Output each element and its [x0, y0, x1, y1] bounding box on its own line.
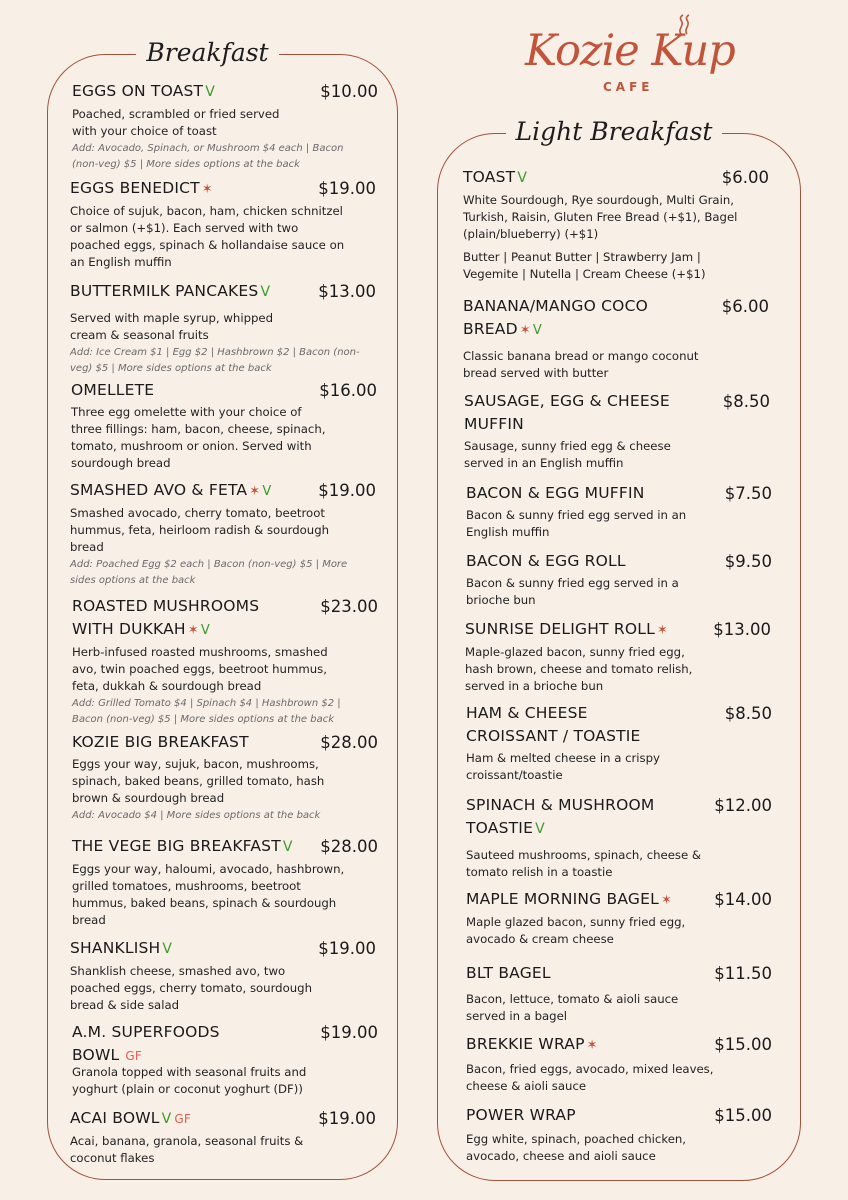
- menu-item: [70, 1107, 376, 1167]
- chef-special-icon: ✶: [201, 182, 213, 197]
- menu-item: [463, 166, 769, 283]
- item-name: SHANKLISH: [70, 939, 161, 957]
- menu-item: [465, 618, 771, 695]
- chef-special-veg-icon: ✶ V: [249, 484, 272, 499]
- chef-special-icon: ✶: [660, 893, 673, 908]
- vegetarian-icon: V: [535, 821, 545, 837]
- item-name: BACON & EGG MUFFIN: [466, 484, 645, 502]
- item-name: OMELLETE: [71, 381, 155, 399]
- item-name: SAUSAGE, EGG & CHEESE MUFFIN: [464, 392, 670, 433]
- item-addons: Add: Avocado, Spinach, or Mushroom $4 each | Bacon (non-veg) $5 | More sides options at the back: [72, 143, 344, 170]
- item-description: Maple-glazed bacon, sunny fried egg, hash brown, cheese and tomato relish, served in a brioche bun: [465, 645, 693, 693]
- item-name: BANANA/MANGO COCO BREAD: [463, 297, 649, 338]
- item-name: HAM & CHEESE CROISSANT / TOASTIE: [466, 704, 641, 745]
- item-price: $7.50: [724, 484, 772, 503]
- item-price: $19.00: [318, 1109, 376, 1128]
- item-name: TOAST: [463, 168, 516, 186]
- item-name: ACAI BOWL: [70, 1109, 160, 1127]
- item-price: $10.00: [320, 82, 378, 101]
- menu-item: [464, 390, 770, 472]
- item-description: Smashed avocado, cherry tomato, beetroot hummus, feta, heirloom radish & sourdough bread: [70, 506, 330, 554]
- chef-special-icon: ✶: [586, 1038, 598, 1053]
- menu-item: [70, 937, 376, 1014]
- menu-item: [463, 295, 769, 382]
- chef-special-icon: ✶: [656, 623, 669, 638]
- menu-item: [466, 1104, 772, 1165]
- item-description: Ham & melted cheese in a crispy croissant/toastie: [466, 751, 660, 782]
- item-price: $19.00: [318, 481, 376, 500]
- item-name: A.M. SUPERFOODS BOWL: [72, 1023, 220, 1064]
- item-addons: Add: Poached Egg $2 each | Bacon (non-veg) $5 | More sides options at the back: [70, 559, 348, 586]
- item-description: Eggs your way, haloumi, avocado, hashbrown, grilled tomatoes, mushrooms, beetroot hummus, baked beans, spinach & sourdough bread: [72, 862, 345, 927]
- light-breakfast-panel: [437, 117, 801, 1181]
- item-name: EGGS ON TOAST: [72, 82, 204, 100]
- menu-item: [71, 379, 377, 472]
- item-price: $14.00: [714, 890, 772, 909]
- chef-special-veg-icon: ✶ V: [519, 323, 542, 338]
- item-description: Bacon, fried eggs, avocado, mixed leaves, cheese & aioli sauce: [466, 1062, 714, 1093]
- item-name: BACON & EGG ROLL: [466, 552, 626, 570]
- item-description: Sauteed mushrooms, spinach, cheese & tomato relish in a toastie: [466, 848, 702, 879]
- item-price: $13.00: [713, 620, 771, 639]
- item-name: SPINACH & MUSHROOM TOASTIE: [466, 796, 655, 837]
- item-price: $6.00: [721, 297, 769, 316]
- light-breakfast-heading: Light Breakfast: [506, 112, 723, 152]
- item-price: $28.00: [320, 733, 378, 752]
- menu-item: [70, 280, 376, 377]
- menu-item: [72, 595, 378, 728]
- item-price: $28.00: [320, 837, 378, 856]
- item-description: Bacon & sunny fried egg served in a brioche bun: [466, 576, 679, 607]
- item-name: ROASTED MUSHROOMS WITH DUKKAH: [72, 597, 260, 638]
- item-price: $23.00: [320, 597, 378, 616]
- item-addons: Add: Avocado $4 | More sides options at the back: [72, 810, 321, 821]
- menu-item: [70, 177, 376, 271]
- item-description: White Sourdough, Rye sourdough, Multi Grain, Turkish, Raisin, Gluten Free Bread (+$1), Bagel (plain/blueberry) (+$1): [463, 193, 738, 241]
- vegetarian-icon: V: [205, 84, 215, 100]
- vegetarian-icon: V: [162, 941, 173, 957]
- item-price: $16.00: [319, 381, 377, 400]
- vegetarian-icon: V: [517, 170, 528, 186]
- item-price: $6.00: [721, 168, 769, 187]
- item-description: Choice of sujuk, bacon, ham, chicken schnitzel or salmon (+$1). Each served with two poached eggs, spinach & hollandaise sauce on an English muffin: [70, 204, 345, 269]
- item-price: $12.00: [714, 796, 772, 815]
- item-price: $19.00: [318, 179, 376, 198]
- item-description: Granola topped with seasonal fruits and yoghurt (plain or coconut yoghurt (DF)): [72, 1065, 307, 1096]
- breakfast-heading: Breakfast: [136, 33, 278, 73]
- item-description: Served with maple syrup, whipped cream & seasonal fruits: [70, 311, 274, 342]
- vegetarian-icon: V: [260, 284, 271, 300]
- item-description: Eggs your way, sujuk, bacon, mushrooms, spinach, baked beans, grilled tomato, hash brown & sourdough bread: [72, 757, 325, 805]
- menu-item: [466, 702, 772, 784]
- item-description: Maple glazed bacon, sunny fried egg, avocado & cream cheese: [466, 915, 686, 946]
- item-name: MAPLE MORNING BAGEL: [466, 890, 659, 908]
- item-name: KOZIE BIG BREAKFAST: [72, 733, 249, 751]
- menu-item: [72, 1021, 378, 1098]
- menu-item: [72, 835, 378, 929]
- item-price: $8.50: [724, 704, 772, 723]
- item-description: Sausage, sunny fried egg & cheese served in an English muffin: [464, 439, 671, 470]
- item-price: $15.00: [714, 1106, 772, 1125]
- item-price: $19.00: [320, 1023, 378, 1042]
- breakfast-panel: [47, 38, 398, 1180]
- menu-item: [72, 80, 378, 173]
- menu-item: [72, 731, 378, 824]
- menu-item: [70, 479, 376, 589]
- item-name: POWER WRAP: [466, 1106, 576, 1124]
- gluten-free-icon: GF: [125, 1049, 142, 1063]
- item-description: Egg white, spinach, poached chicken, avocado, cheese and aioli sauce: [466, 1132, 687, 1163]
- item-price: $8.50: [722, 392, 770, 411]
- item-addons: Add: Ice Cream $1 | Egg $2 | Hashbrown $2 | Bacon (non-veg) $5 | More sides options at the back: [70, 347, 360, 374]
- item-name: BREKKIE WRAP: [466, 1035, 585, 1053]
- item-price: $19.00: [318, 939, 376, 958]
- item-name: EGGS BENEDICT: [70, 179, 200, 197]
- item-description: Three egg omelette with your choice of three fillings: ham, bacon, cheese, spinach, tomato, mushroom or onion. Served with sourdough bread: [71, 405, 326, 470]
- item-name: BLT BAGEL: [466, 964, 551, 982]
- logo-subtitle: CAFE: [603, 80, 654, 94]
- menu-item: [466, 550, 772, 609]
- item-description: Bacon, lettuce, tomato & aioli sauce served in a bagel: [466, 992, 679, 1023]
- item-price: $15.00: [714, 1035, 772, 1054]
- item-price: $13.00: [318, 282, 376, 301]
- gluten-free-icon: GF: [174, 1112, 191, 1126]
- item-name: BUTTERMILK PANCAKES: [70, 282, 259, 300]
- menu-item: [466, 888, 772, 948]
- item-name: SMASHED AVO & FETA: [70, 481, 248, 499]
- item-description: Herb-infused roasted mushrooms, smashed avo, twin poached eggs, beetroot hummus, feta, dukkah & sourdough bread: [72, 645, 328, 693]
- item-description: Acai, banana, granola, seasonal fruits & coconut flakes: [70, 1134, 304, 1165]
- chef-special-veg-icon: ✶ V: [187, 623, 210, 638]
- item-addons: Add: Grilled Tomato $4 | Spinach $4 | Hashbrown $2 | Bacon (non-veg) $5 | More sides options at the back: [72, 698, 341, 725]
- item-name: THE VEGE BIG BREAKFAST: [72, 837, 281, 855]
- item-description: Poached, scrambled or fried served with your choice of toast: [72, 107, 280, 138]
- menu-item: [466, 1033, 772, 1095]
- vegetarian-icon: V: [282, 839, 293, 855]
- logo-name: Kozie Kup: [525, 26, 735, 76]
- menu-item: [466, 962, 772, 1025]
- item-price: $9.50: [724, 552, 772, 571]
- vegetarian-icon: V: [161, 1111, 172, 1127]
- item-description: Shanklish cheese, smashed avo, two poached eggs, cherry tomato, sourdough bread & side salad: [70, 964, 312, 1012]
- item-name: SUNRISE DELIGHT ROLL: [465, 620, 655, 638]
- cafe-logo: [525, 20, 735, 100]
- item-spreads: Butter | Peanut Butter | Strawberry Jam | Vegemite | Nutella | Cream Cheese (+$1): [463, 250, 706, 281]
- item-description: Classic banana bread or mango coconut bread served with butter: [463, 349, 699, 380]
- menu-item: [466, 794, 772, 881]
- item-description: Bacon & sunny fried egg served in an English muffin: [466, 508, 687, 539]
- menu-item: [466, 482, 772, 541]
- item-price: $11.50: [714, 964, 772, 983]
